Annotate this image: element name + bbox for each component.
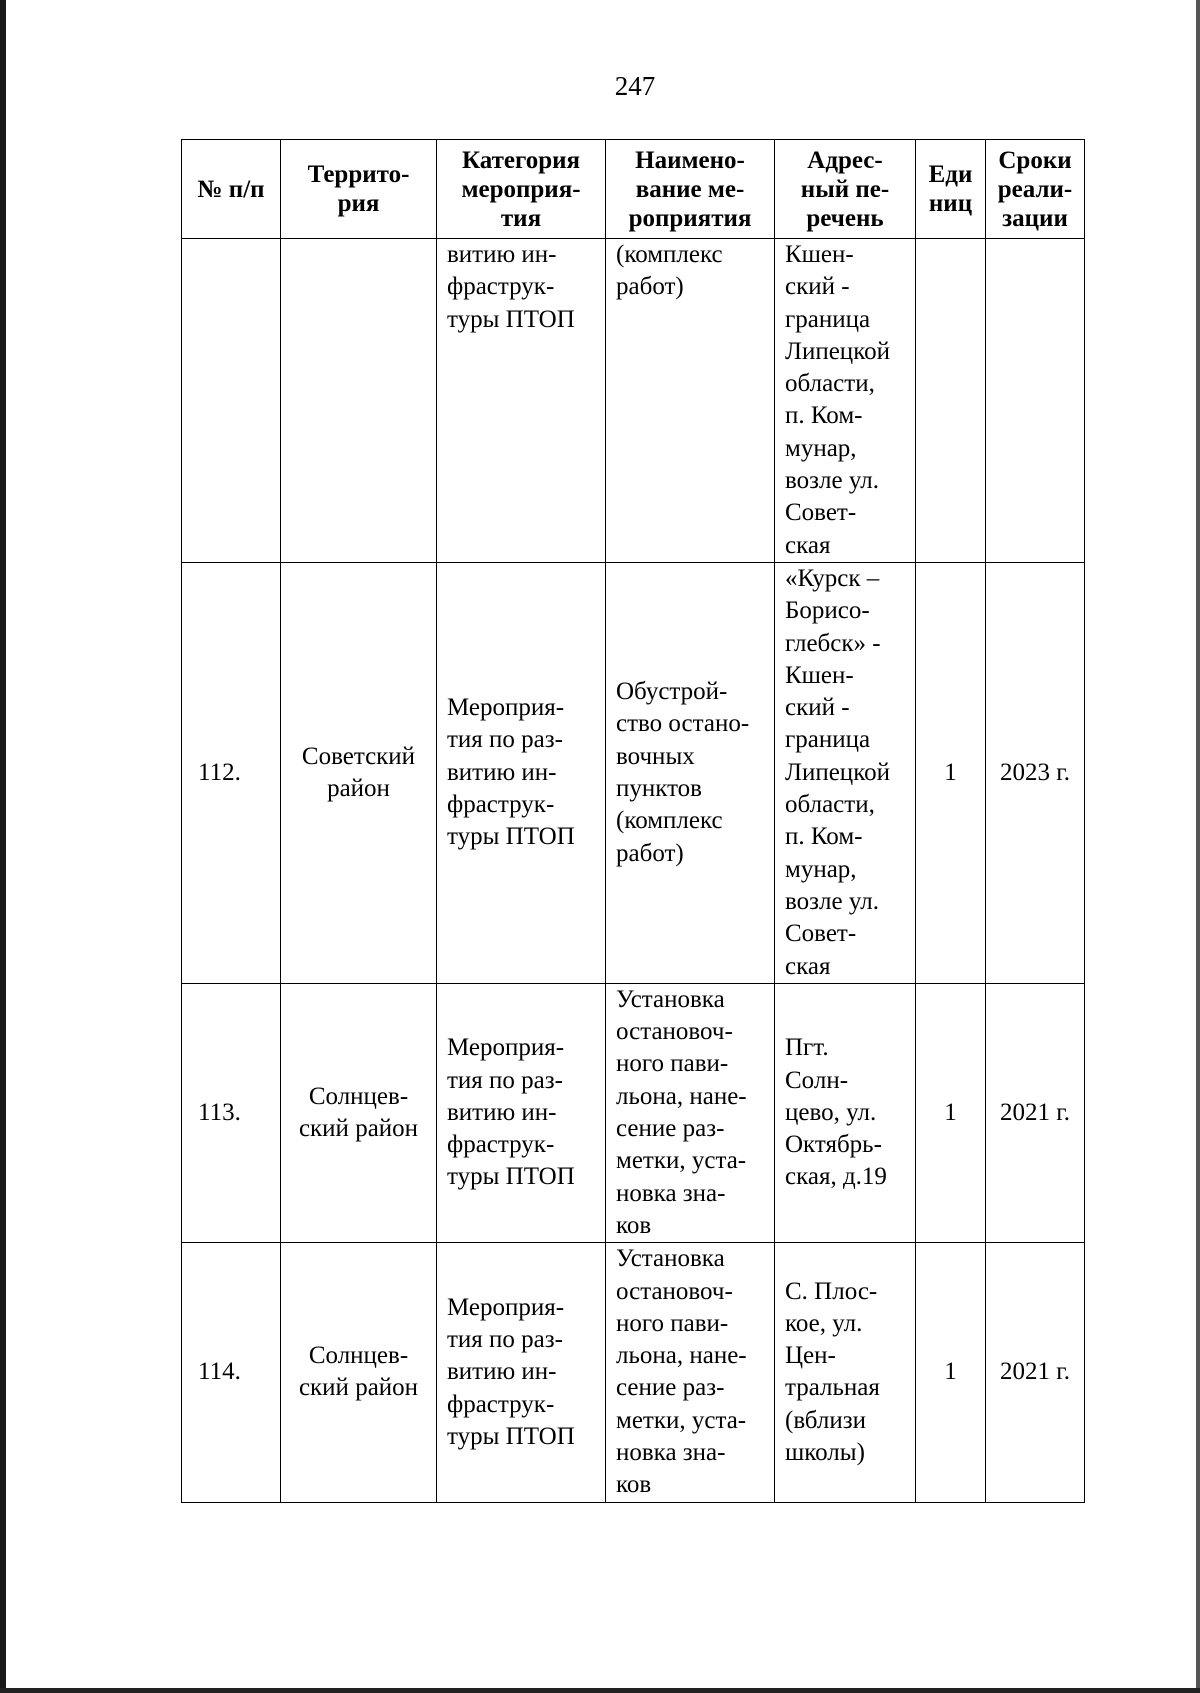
col-header-period: Сроки реали- зации [986, 140, 1085, 239]
cell-name: Установка остановоч- ного пави- льона, нане- сение раз- метки, уста- новка зна- ков [606, 1243, 775, 1502]
cell-number: 112. [182, 563, 281, 984]
table-row [182, 563, 1085, 984]
col-header-address: Адрес- ный пе- речень [775, 140, 916, 239]
col-header-units: Еди ниц [916, 140, 986, 239]
cell-territory: Солнцев- ский район [281, 983, 437, 1242]
cell-number: 113. [182, 983, 281, 1242]
measures-table [181, 139, 1085, 1503]
cell-period: 2021 г. [986, 1243, 1085, 1502]
cell-category: Мероприя- тия по раз- витию ин- фраструк- туры ПТОП [437, 983, 606, 1242]
scan-edge-bottom [0, 1688, 1200, 1693]
table-row [182, 239, 1085, 563]
table-row [182, 1243, 1085, 1502]
page-number: 247 [614, 71, 656, 101]
cell-territory: Советский район [281, 563, 437, 984]
cell-category: Мероприя- тия по раз- витию ин- фраструк- туры ПТОП [437, 563, 606, 984]
cell-address: Пгт. Солн- цево, ул. Октябрь- ская, д.19 [775, 983, 916, 1242]
cell-units: 1 [916, 983, 986, 1242]
col-header-name: Наимено- вание ме- роприятия [606, 140, 775, 239]
cell-territory: Солнцев- ский район [281, 1243, 437, 1502]
table-header-row [182, 140, 1085, 239]
table-row [182, 983, 1085, 1242]
cell-number: 114. [182, 1243, 281, 1502]
cell-name: (комплекс работ) [606, 239, 775, 563]
cell-category: витию ин- фраструк- туры ПТОП [437, 239, 606, 563]
cell-units: 1 [916, 1243, 986, 1502]
cell-name: Установка остановоч- ного пави- льона, нане- сение раз- метки, уста- новка зна- ков [606, 983, 775, 1242]
cell-units [916, 239, 986, 563]
cell-address: С. Плос- кое, ул. Цен- тральная (вблизи школы) [775, 1243, 916, 1502]
cell-territory [281, 239, 437, 563]
cell-name: Обустрой- ство остано- вочных пунктов (комплекс работ) [606, 563, 775, 984]
cell-address: Кшен- ский - граница Липецкой области, п. Ком- мунар, возле ул. Совет- ская [775, 239, 916, 563]
cell-units: 1 [916, 563, 986, 984]
cell-address: «Курск – Борисо- глебск» - Кшен- ский - граница Липецкой области, п. Ком- мунар, возле ул. Совет- ская [775, 563, 916, 984]
scan-edge-left [0, 0, 6, 1693]
col-header-category: Категория мероприя- тия [437, 140, 606, 239]
cell-period: 2023 г. [986, 563, 1085, 984]
cell-period [986, 239, 1085, 563]
cell-period: 2021 г. [986, 983, 1085, 1242]
cell-number [182, 239, 281, 563]
col-header-number: № п/п [182, 140, 281, 239]
scan-edge-right [1196, 0, 1200, 1693]
col-header-territory: Террито- рия [281, 140, 437, 239]
cell-category: Мероприя- тия по раз- витию ин- фраструк- туры ПТОП [437, 1243, 606, 1502]
